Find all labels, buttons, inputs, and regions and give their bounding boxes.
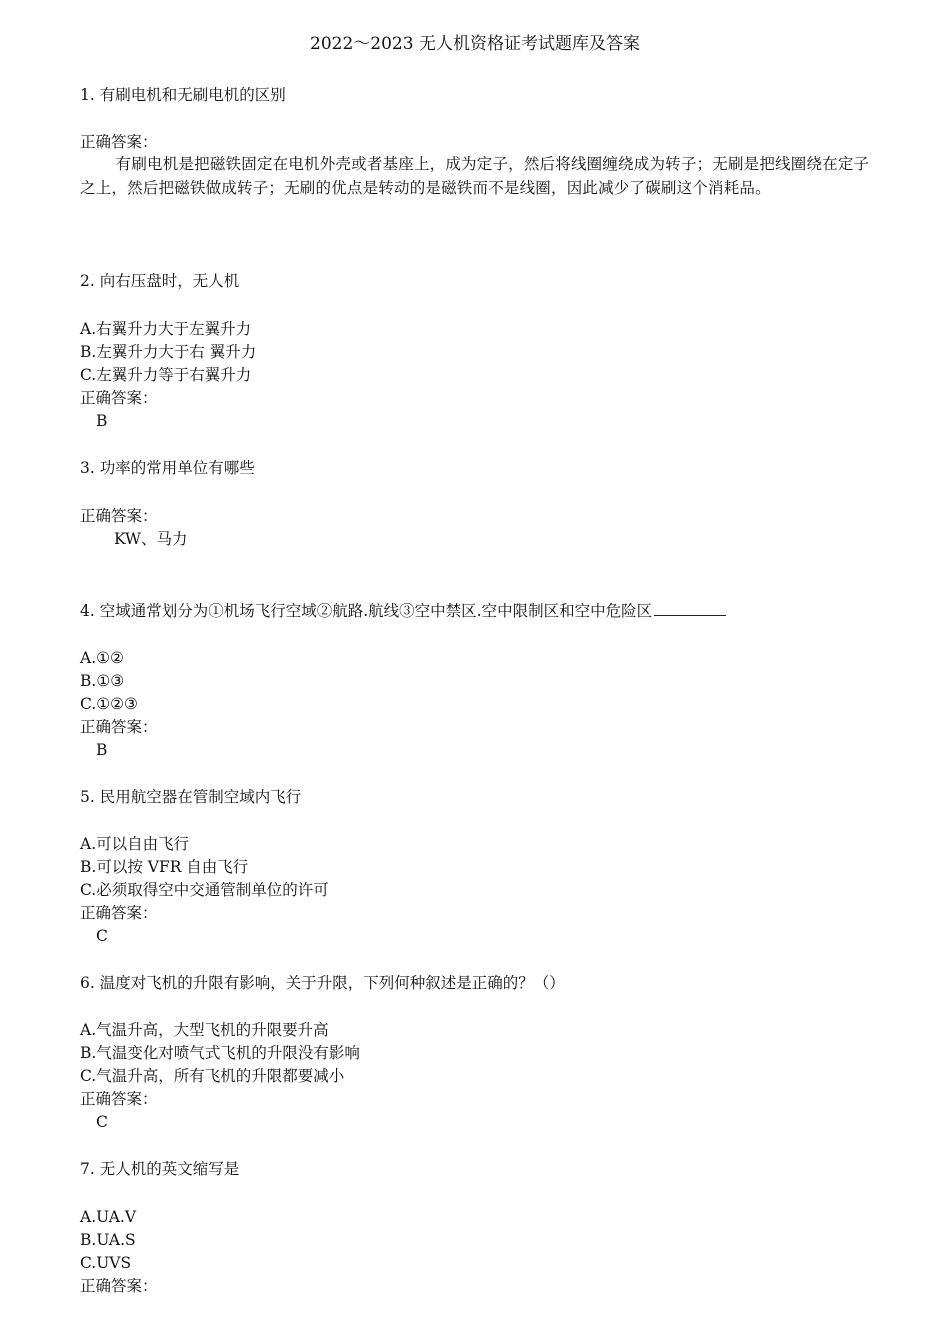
question-4-option-a: A.①②	[80, 649, 124, 667]
question-6-option-b: B.气温变化对喷气式飞机的升限没有影响	[80, 1044, 360, 1062]
page-title: 2022～2023 无人机资格证考试题库及答案	[310, 34, 640, 54]
question-2-stem: 2. 向右压盘时，无人机	[80, 272, 240, 290]
question-4-option-c: C.①②③	[80, 695, 138, 713]
question-5-answer: C	[96, 927, 108, 945]
question-7-option-c: C.UVS	[80, 1254, 132, 1272]
question-2-answer: B	[96, 412, 108, 430]
question-4-stem-row	[80, 600, 726, 622]
question-7-option-a: A.UA.V	[80, 1208, 137, 1226]
question-6-answer-label: 正确答案：	[80, 1090, 158, 1108]
question-7-option-b: B.UA.S	[80, 1231, 136, 1249]
question-2-option-b: B.左翼升力大于右 翼升力	[80, 343, 257, 361]
question-3-answer-label: 正确答案：	[80, 507, 158, 525]
question-3-answer: KW、马力	[114, 530, 188, 548]
question-6-answer: C	[96, 1113, 108, 1131]
question-1-stem: 1. 有刷电机和无刷电机的区别	[80, 86, 286, 104]
question-5-option-a: A.可以自由飞行	[80, 835, 190, 853]
question-4-stem: 4. 空域通常划分为①机场飞行空域②航路.航线③空中禁区.空中限制区和空中危险区	[80, 602, 653, 620]
question-2-answer-label: 正确答案：	[80, 389, 158, 407]
question-5-option-b: B.可以按 VFR 自由飞行	[80, 858, 249, 876]
question-4-answer: B	[96, 741, 108, 759]
question-2-option-a: A.右翼升力大于左翼升力	[80, 320, 252, 338]
question-4-option-b: B.①③	[80, 672, 125, 690]
answer-blank	[654, 601, 726, 616]
question-2-option-c: C.左翼升力等于右翼升力	[80, 366, 252, 384]
question-6-option-a: A.气温升高，大型飞机的升限要升高	[80, 1021, 329, 1039]
question-5-answer-label: 正确答案：	[80, 904, 158, 922]
question-4-answer-label: 正确答案：	[80, 718, 158, 736]
question-6-option-c: C.气温升高，所有飞机的升限都要减小	[80, 1067, 345, 1085]
question-5-stem: 5. 民用航空器在管制空域内飞行	[80, 788, 302, 806]
question-6-stem: 6. 温度对飞机的升限有影响，关于升限，下列何种叙述是正确的？（）	[80, 974, 565, 992]
question-3-stem: 3. 功率的常用单位有哪些	[80, 459, 255, 477]
question-7-stem: 7. 无人机的英文缩写是	[80, 1160, 240, 1178]
question-5-option-c: C.必须取得空中交通管制单位的许可	[80, 881, 329, 899]
question-1-answer: 有刷电机是把磁铁固定在电机外壳或者基座上，成为定子，然后将线圈缠绕成为转子；无刷是把线圈绕在定子之上，然后把磁铁做成转子；无刷的优点是转动的是磁铁而不是线圈，因此减少了碳刷这个消耗品。	[80, 155, 870, 197]
question-7-answer-label: 正确答案：	[80, 1277, 158, 1295]
question-1-answer-label: 正确答案：	[80, 133, 158, 151]
